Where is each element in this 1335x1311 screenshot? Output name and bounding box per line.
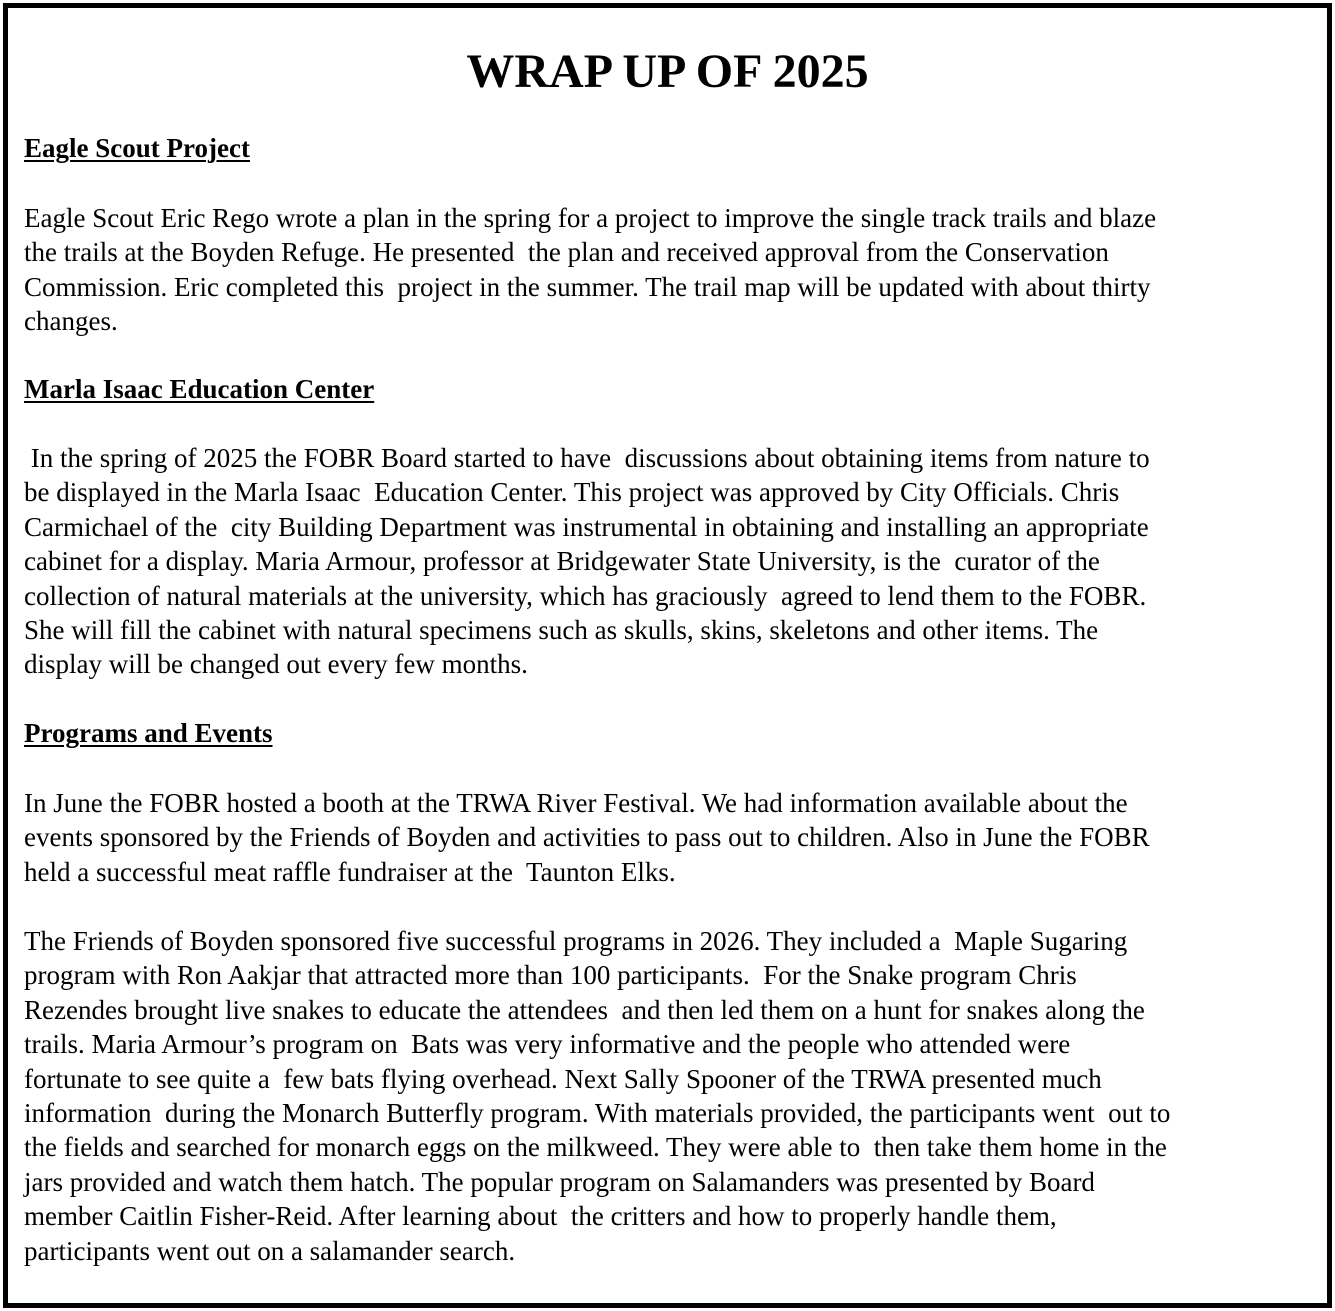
text-line: display will be changed out every few months. <box>24 649 528 680</box>
text-line: collection of natural materials at the university, which has graciously agreed to lend them to the FOBR. <box>24 580 1147 611</box>
text-line: participants went out on a salamander search. <box>24 1235 516 1266</box>
text-line: In the spring of 2025 the FOBR Board started to have discussions about obtaining items from nature to <box>24 443 1150 473</box>
document-frame <box>3 3 1332 1308</box>
text-line: trails. Maria Armour’s program on Bats was very informative and the people who attended were <box>24 1029 1071 1060</box>
text-line: the trails at the Boyden Refuge. He presented the plan and received approval from the Conservation <box>24 237 1109 268</box>
text-line: member Caitlin Fisher-Reid. After learning about the critters and how to properly handle them, <box>24 1201 1057 1232</box>
section-heading-programs-events: Programs and Events <box>24 718 273 748</box>
text-line: She will fill the cabinet with natural specimens such as skulls, skins, skeletons and other items. The <box>24 615 1099 646</box>
text-line: The Friends of Boyden sponsored five successful programs in 2026. They included a Maple Sugaring <box>24 926 1128 956</box>
text-line: information during the Monarch Butterfly program. With materials provided, the participants went out to <box>24 1098 1171 1129</box>
text-line: the fields and searched for monarch eggs on the milkweed. They were able to then take them home in the <box>24 1132 1167 1163</box>
text-line: held a successful meat raffle fundraiser at the Taunton Elks. <box>24 856 676 887</box>
text-line: Commission. Eric completed this project in the summer. The trail map will be updated with about thirty <box>24 271 1151 302</box>
text-line: jars provided and watch them hatch. The popular program on Salamanders was presented by Board <box>24 1166 1095 1197</box>
paragraph-education-center <box>24 441 1324 682</box>
paragraph-eagle-scout <box>24 201 1324 339</box>
paragraph-programs <box>24 924 1324 1268</box>
text-line: program with Ron Aakjar that attracted more than 100 participants. For the Snake program Chris <box>24 960 1077 991</box>
section-heading-education-center: Marla Isaac Education Center <box>24 374 375 404</box>
text-line: cabinet for a display. Maria Armour, professor at Bridgewater State University, is the curator of the <box>24 546 1100 577</box>
text-line: In June the FOBR hosted a booth at the TRWA River Festival. We had information available about the <box>24 788 1128 818</box>
section-heading-eagle-scout: Eagle Scout Project <box>24 133 250 163</box>
paragraph-river-festival <box>24 786 1324 889</box>
text-line: Eagle Scout Eric Rego wrote a plan in the spring for a project to improve the single track trails and blaze <box>24 203 1157 233</box>
text-line: fortunate to see quite a few bats flying overhead. Next Sally Spooner of the TRWA presented much <box>24 1063 1102 1094</box>
page-title: WRAP UP OF 2025 <box>466 45 869 98</box>
text-line: Rezendes brought live snakes to educate the attendees and then led them on a hunt for snakes along the <box>24 994 1145 1025</box>
text-line: be displayed in the Marla Isaac Education Center. This project was approved by City Officials. Chris <box>24 477 1120 508</box>
text-line: changes. <box>24 306 118 337</box>
text-line: events sponsored by the Friends of Boyden and activities to pass out to children. Also in June the FOBR <box>24 822 1150 853</box>
text-line: Carmichael of the city Building Department was instrumental in obtaining and installing an appropriate <box>24 511 1149 542</box>
